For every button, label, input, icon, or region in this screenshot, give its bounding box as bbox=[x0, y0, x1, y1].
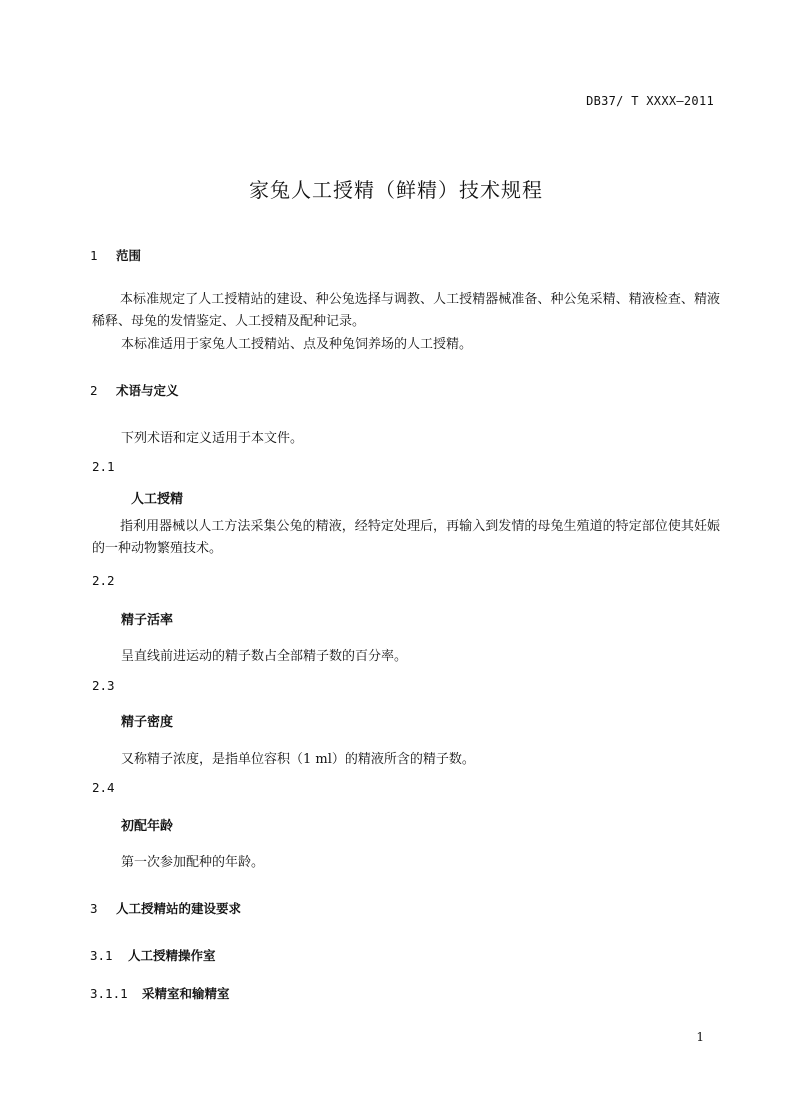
section-1-heading bbox=[90, 246, 141, 264]
term-definition: 呈直线前进运动的精子数占全部精子数的百分率。 bbox=[121, 649, 408, 664]
subsection-number: 3.1 bbox=[90, 948, 113, 963]
section-title: 术语与定义 bbox=[116, 383, 179, 398]
term-number: 2.4 bbox=[92, 780, 115, 795]
term-definition: 指利用器械以人工方法采集公兔的精液，经特定处理后，再输入到发情的母兔生殖道的特定部位使其妊娠的一种动物繁殖技术。 bbox=[92, 519, 720, 556]
term-number: 2.3 bbox=[92, 678, 115, 693]
section-title: 范围 bbox=[116, 248, 142, 263]
term-name: 精子活率 bbox=[121, 613, 174, 628]
term-name: 精子密度 bbox=[121, 715, 174, 730]
term-definition: 第一次参加配种的年龄。 bbox=[121, 855, 265, 870]
section-1-paragraph-2: 本标准适用于家兔人工授精站、点及种兔饲养场的人工授精。 bbox=[121, 337, 473, 352]
document-title: 家兔人工授精（鲜精）技术规程 bbox=[249, 178, 543, 202]
subsection-number: 3.1.1 bbox=[90, 986, 128, 1001]
section-number: 2 bbox=[90, 383, 98, 398]
section-3-heading bbox=[90, 899, 241, 917]
page-number: 1 bbox=[696, 1030, 704, 1044]
section-title: 人工授精站的建设要求 bbox=[116, 901, 242, 916]
term-name: 人工授精 bbox=[131, 492, 184, 507]
section-number: 1 bbox=[90, 248, 98, 263]
subsection-title: 采精室和输精室 bbox=[142, 986, 230, 1001]
subsection-3-1-heading bbox=[90, 946, 216, 964]
section-1-paragraph-1: 本标准规定了人工授精站的建设、种公兔选择与调教、人工授精器械准备、种公兔采精、精液检查、精液稀释、母兔的发情鉴定、人工授精及配种记录。 bbox=[92, 292, 720, 329]
section-2-intro: 下列术语和定义适用于本文件。 bbox=[121, 431, 304, 446]
term-number: 2.1 bbox=[92, 459, 115, 474]
term-name: 初配年龄 bbox=[121, 819, 174, 834]
section-number: 3 bbox=[90, 901, 98, 916]
term-definition: 又称精子浓度，是指单位容积（1 ml）的精液所含的精子数。 bbox=[121, 752, 475, 767]
section-2-heading bbox=[90, 381, 179, 399]
subsection-3-1-1-heading bbox=[90, 984, 230, 1002]
subsection-title: 人工授精操作室 bbox=[128, 948, 216, 963]
term-number: 2.2 bbox=[92, 573, 115, 588]
standard-code: DB37/ T XXXX—2011 bbox=[586, 94, 714, 108]
